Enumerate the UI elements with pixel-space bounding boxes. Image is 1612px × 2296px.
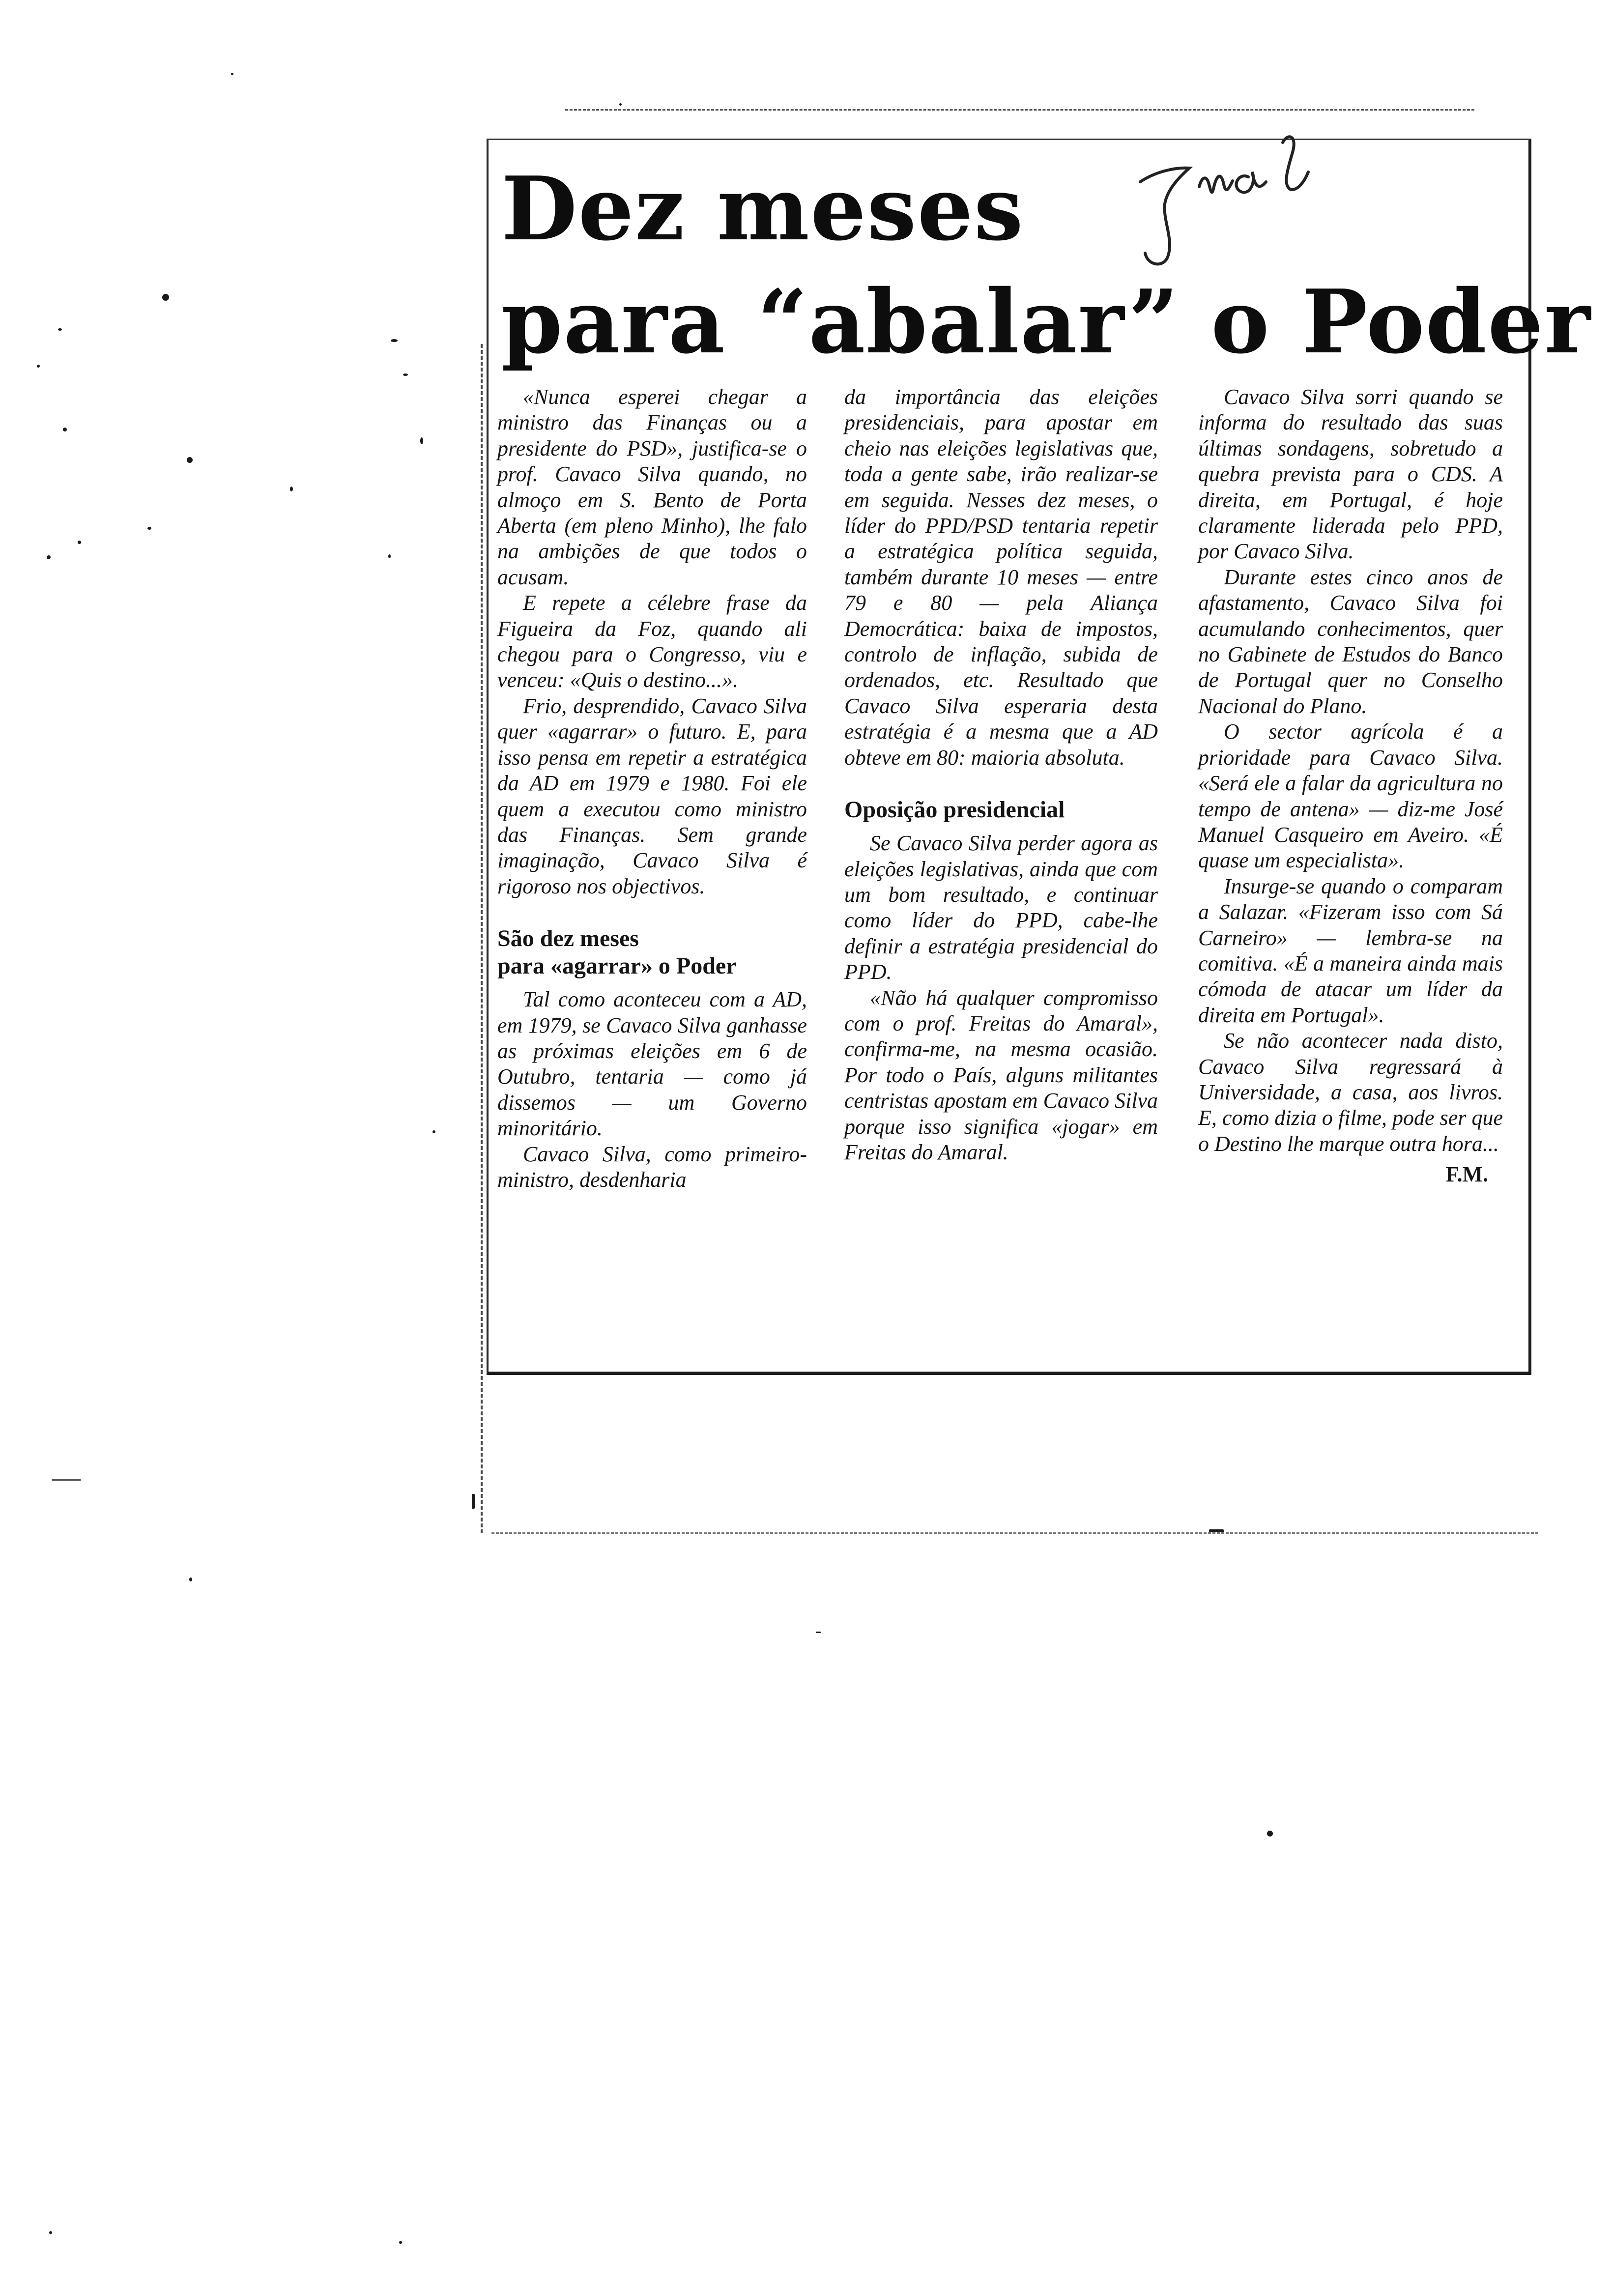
scan-speck: [432, 1130, 435, 1133]
scan-speck: [78, 541, 81, 544]
article-column-3: [1198, 384, 1503, 1188]
paragraph: Se Cavaco Silva perder agora as eleições legislativas, ainda que com um bom resultado, e continuar como líder do PPD, cabe-lhe definir a estratégia presidencial do PPD.: [844, 831, 1158, 984]
subheading-line-1: São dez meses: [497, 925, 639, 952]
scan-speck: [49, 2231, 52, 2234]
paragraph: Cavaco Silva, como primeiro-ministro, desdenharia: [497, 1142, 807, 1192]
paragraph: da importância das eleições presidenciais, para apostar em cheio nas eleições legislativas que, toda a gente sabe, irão realizar-se em seguida. Nesses dez meses, o líder do PPD/PSD tentaria repetir a estratégica política seguida, também durante 10 meses — entre 79 e 80 — pela Aliança Democrática: baixa de impostos, controlo de inflação, subida de ordenados, etc. Resultado que Cavaco Silva esperaria desta estratégia é a mesma que a AD obteve em 80: maioria absoluta.: [844, 385, 1158, 770]
scan-speck: [162, 294, 169, 301]
article-column-2: [844, 384, 1158, 1165]
scan-speck: [231, 73, 233, 75]
paragraph: Cavaco Silva sorri quando se informa do resultado das suas últimas sondagens, sobretudo a quebra prevista para o CDS. A direita, em Portugal, é hoje claramente liderada pelo PPD, por Cavaco Silva.: [1198, 385, 1503, 564]
scan-speck: [47, 555, 51, 559]
paragraph: Tal como aconteceu com a AD, em 1979, se Cavaco Silva ganhasse as próximas eleições em 6 de Outubro, tentaria — como já dissemos — um Governo minoritário.: [497, 987, 807, 1141]
scan-speck: [52, 1479, 81, 1481]
scan-bottom-line: [491, 1532, 1538, 1534]
paragraph: Durante estes cinco anos de afastamento, Cavaco Silva foi acumulando conhecimentos, quer no Gabinete de Estudos do Banco de Portugal quer no Conselho Nacional do Plano.: [1198, 565, 1503, 718]
section-subheading: [497, 925, 807, 980]
paragraph: Insurge-se quando o comparam a Salazar. «Fizeram isso com Sá Carneiro» — lembra-se na comitiva. «É a maneira ainda mais cómoda de atacar um líder da direita em Portugal».: [1198, 874, 1503, 1027]
paragraph: Se não acontecer nada disto, Cavaco Silva regressará à Universidade, a casa, aos livros. E, como dizia o filme, pode ser que o Destino lhe marque outra hora...: [1198, 1029, 1503, 1156]
paragraph: E repete a célebre frase da Figueira da Foz, quando ali chegou para o Congresso, viu e venceu: «Quis o destino...».: [497, 591, 807, 692]
scan-speck: [37, 365, 40, 368]
scan-speck: [399, 2241, 402, 2244]
handwritten-annotation: [1121, 123, 1347, 270]
paragraph: «Nunca esperei chegar a ministro das Finanças ou a presidente do PSD», justifica-se o prof. Cavaco Silva quando, no almoço em S. Bento de Porta Aberta (em pleno Minho), lhe falo na ambições de que todos o acusam.: [497, 385, 807, 589]
scan-speck: [63, 428, 67, 431]
scan-speck: [619, 103, 622, 106]
scan-speck: [1267, 1831, 1273, 1837]
scan-speck: [816, 1632, 821, 1633]
scan-speck: [403, 373, 408, 376]
scan-top-line: [565, 109, 1474, 111]
scan-speck: [187, 457, 193, 463]
scan-left-edge: [481, 344, 483, 1533]
article-column-1: [497, 384, 807, 1193]
paragraph: Frio, desprendido, Cavaco Silva quer «agarrar» o futuro. E, para isso pensa em repetir a estratégica da AD em 1979 e 1980. Foi ele quem a executou como ministro das Finanças. Sem grande imaginação, Cavaco Silva é rigoroso nos objectivos.: [497, 693, 807, 898]
headline-line-1: Dez meses: [501, 157, 1024, 260]
paragraph: O sector agrícola é a prioridade para Cavaco Silva. «Será ele a falar da agricultura no tempo de antena» — diz-me José Manuel Casqueiro em Aveiro. «É quase um especialista».: [1198, 719, 1503, 873]
scan-speck: [388, 554, 391, 558]
scan-speck: [189, 1578, 192, 1581]
scan-speck: [391, 339, 398, 342]
paragraph: «Não há qualquer compromisso com o prof. Freitas do Amaral», confirma-me, na mesma ocasião. Por todo o País, alguns militantes centristas apostam em Cavaco Silva porque isso significa «jogar» em Freitas do Amaral.: [844, 985, 1158, 1164]
scan-speck: [420, 437, 423, 444]
author-signature: F.M.: [1445, 1162, 1488, 1187]
subheading-line-2: para «agarrar» o Poder: [497, 953, 737, 979]
scan-speck: [58, 328, 62, 331]
section-subheading: Oposição presidencial: [844, 797, 1065, 823]
scan-speck: [472, 1494, 475, 1509]
scan-speck: [1209, 1529, 1224, 1532]
headline-line-2: para “abalar” o Poder: [501, 270, 1591, 373]
scan-speck: [290, 487, 293, 491]
scan-speck: [147, 527, 151, 530]
